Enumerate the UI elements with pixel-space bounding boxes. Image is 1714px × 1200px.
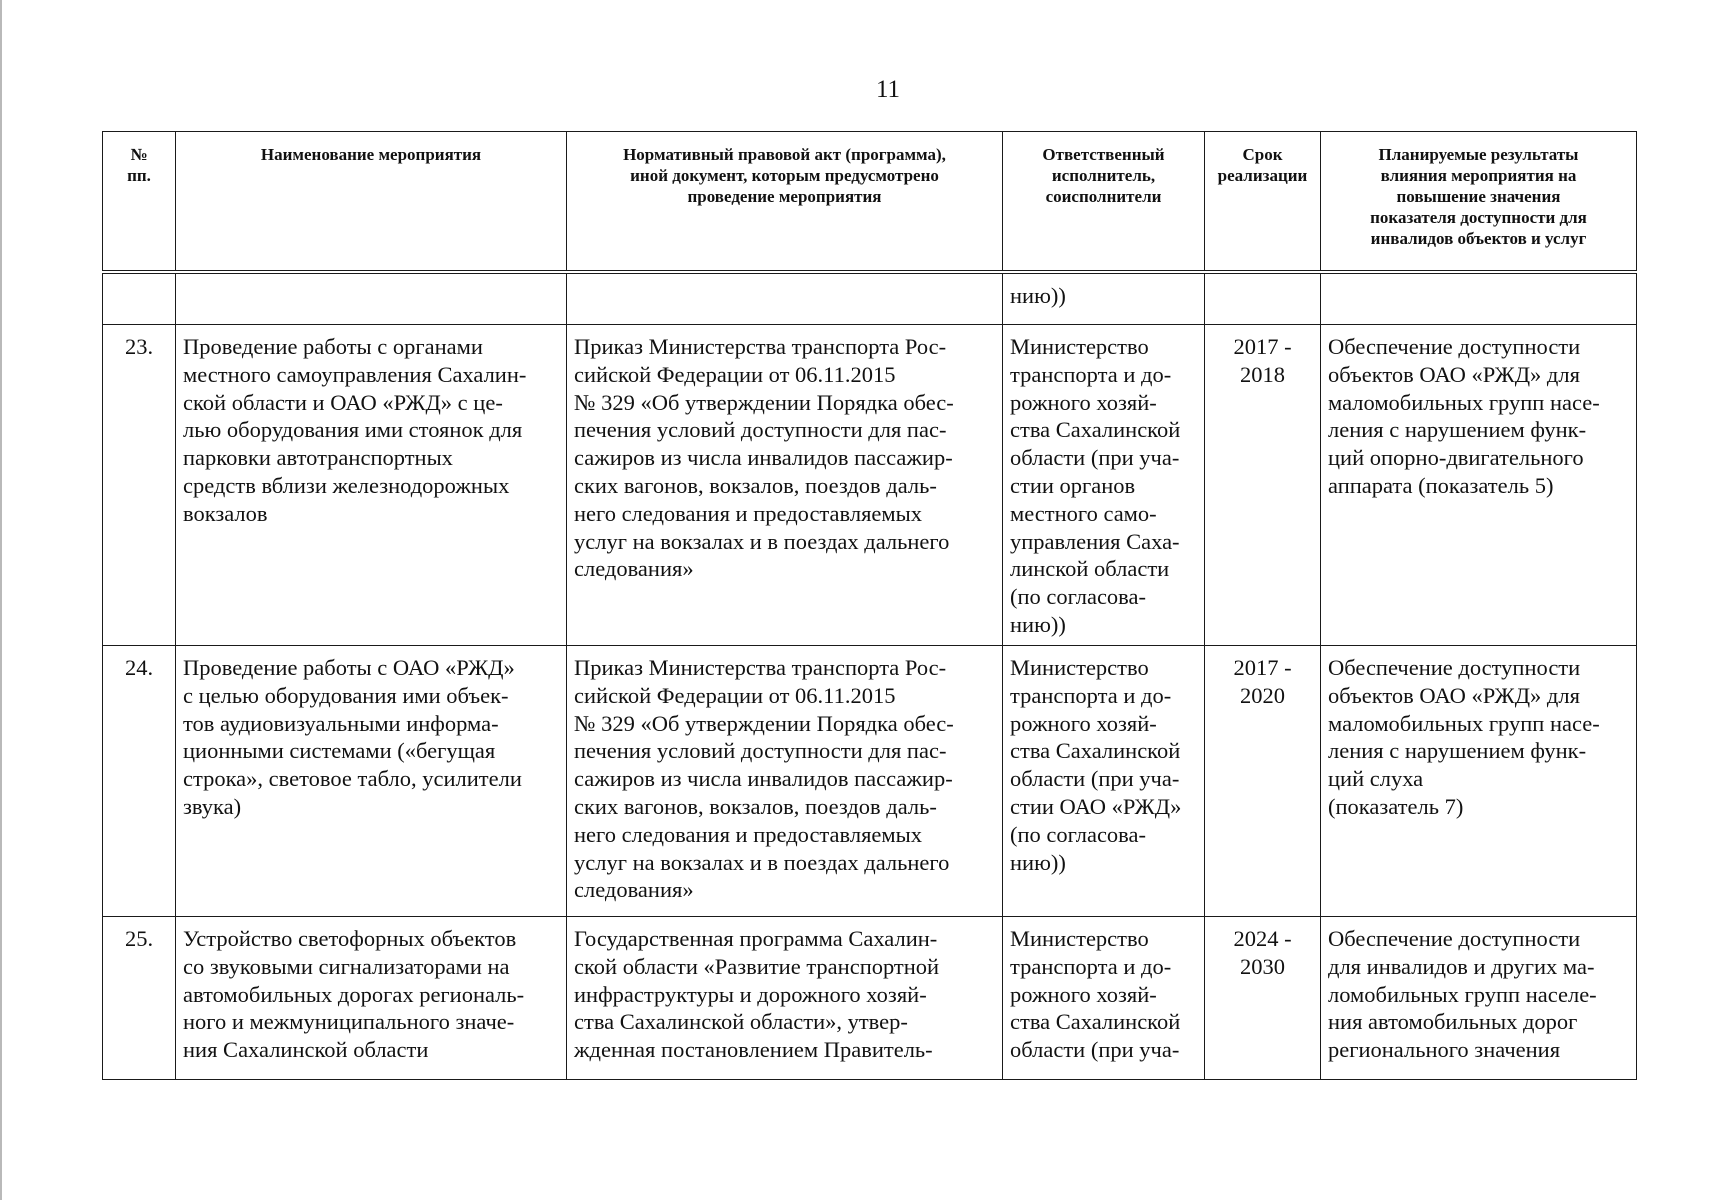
cell-num xyxy=(103,272,176,325)
header-responsible: Ответственный исполнитель, соисполнители xyxy=(1003,132,1205,273)
header-act: Нормативный правовой акт (программа), иной документ, которым предусмотрено проведение мероприятия xyxy=(567,132,1003,273)
table-row xyxy=(103,917,1637,1080)
cell-name: Проведение работы с органами местного самоуправления Сахалин- ской области и ОАО «РЖД» с це- лью оборудования ими стоянок для парковки автотранспортных средств вблизи железнодорожных вокзалов xyxy=(176,325,567,646)
cell-name xyxy=(176,272,567,325)
cell-term xyxy=(1205,272,1321,325)
cell-num: 23. xyxy=(103,325,176,646)
measures-table xyxy=(102,131,1637,1080)
cell-name: Проведение работы с ОАО «РЖД» с целью оборудования ими объек- тов аудиовизуальными информа- ционными системами («бегущая строка», световое табло, усилители звука) xyxy=(176,646,567,917)
cell-term: 2017 - 2020 xyxy=(1205,646,1321,917)
cell-term: 2017 - 2018 xyxy=(1205,325,1321,646)
header-row xyxy=(103,132,1637,273)
cell-act: Приказ Министерства транспорта Рос- сийской Федерации от 06.11.2015 № 329 «Об утверждении Порядка обес- печения условий доступности для пас- сажиров из числа инвалидов пассажир- ских вагонов, вокзалов, поездов даль- него следования и предоставляемых услуг на вокзалах и в поездах дальнего следования» xyxy=(567,325,1003,646)
cell-result: Обеспечение доступности объектов ОАО «РЖД» для маломобильных групп насе- ления с нарушением функ- ций слуха (показатель 7) xyxy=(1321,646,1637,917)
cell-result xyxy=(1321,272,1637,325)
cell-act: Государственная программа Сахалин- ской области «Развитие транспортной инфраструктуры и дорожного хозяй- ства Сахалинской области», утвер- жденная постановлением Правитель- xyxy=(567,917,1003,1080)
cell-term: 2024 - 2030 xyxy=(1205,917,1321,1080)
cell-name: Устройство светофорных объектов со звуковыми сигнализаторами на автомобильных дорогах региональ- ного и межмуниципального значе- ния Сахалинской области xyxy=(176,917,567,1080)
table-row xyxy=(103,646,1637,917)
header-term: Срок реализации xyxy=(1205,132,1321,273)
page-number: 11 xyxy=(875,76,901,103)
cell-num: 24. xyxy=(103,646,176,917)
header-num: № пп. xyxy=(103,132,176,273)
table-row-continuation xyxy=(103,272,1637,325)
cell-responsible: нию)) xyxy=(1003,272,1205,325)
cell-act xyxy=(567,272,1003,325)
cell-responsible: Министерство транспорта и до- рожного хозяй- ства Сахалинской области (при уча- xyxy=(1003,917,1205,1080)
scan-edge xyxy=(0,0,2,1200)
cell-result: Обеспечение доступности для инвалидов и других ма- ломобильных групп населе- ния автомобильных дорог регионального значения xyxy=(1321,917,1637,1080)
cell-result: Обеспечение доступности объектов ОАО «РЖД» для маломобильных групп насе- ления с нарушением функ- ций опорно-двигательного аппарата (показатель 5) xyxy=(1321,325,1637,646)
cell-act: Приказ Министерства транспорта Рос- сийской Федерации от 06.11.2015 № 329 «Об утверждении Порядка обес- печения условий доступности для пас- сажиров из числа инвалидов пассажир- ских вагонов, вокзалов, поездов даль- него следования и предоставляемых услуг на вокзалах и в поездах дальнего следования» xyxy=(567,646,1003,917)
table-row xyxy=(103,325,1637,646)
header-name: Наименование мероприятия xyxy=(176,132,567,273)
cell-responsible: Министерство транспорта и до- рожного хозяй- ства Сахалинской области (при уча- стии ОАО «РЖД» (по согласова- нию)) xyxy=(1003,646,1205,917)
cell-num: 25. xyxy=(103,917,176,1080)
cell-responsible: Министерство транспорта и до- рожного хозяй- ства Сахалинской области (при уча- стии органов местного само- управления Саха- линской области (по согласова- нию)) xyxy=(1003,325,1205,646)
header-result: Планируемые результаты влияния мероприятия на повышение значения показателя доступности для инвалидов объектов и услуг xyxy=(1321,132,1637,273)
